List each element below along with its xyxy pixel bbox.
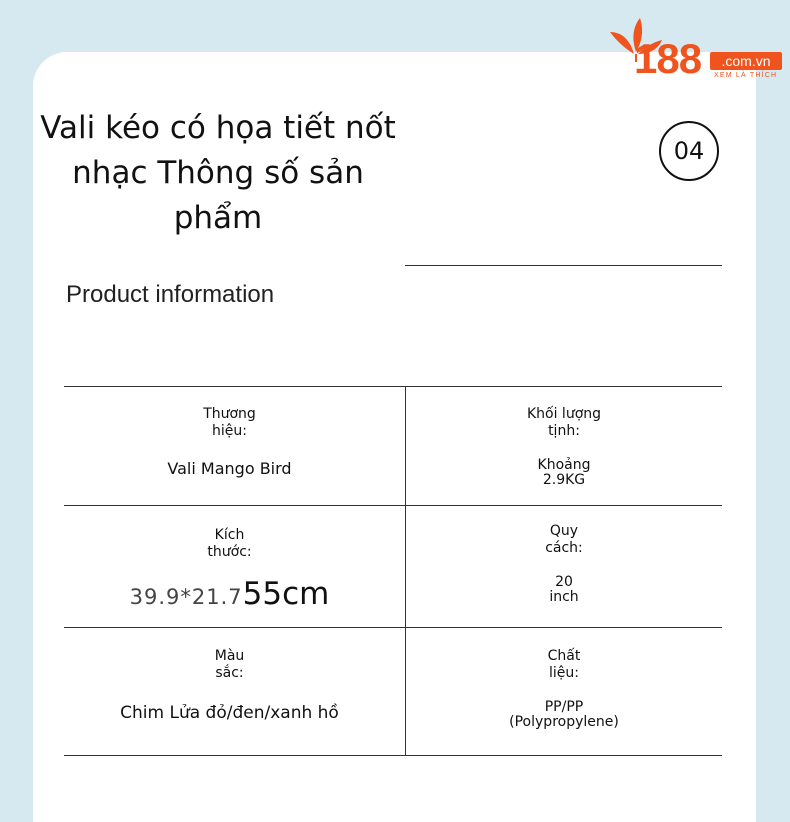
spec-table bbox=[64, 386, 722, 756]
title-divider bbox=[405, 265, 722, 266]
spec-label-brand: Thương hiệu: bbox=[203, 406, 256, 439]
page-title: Vali kéo có họa tiết nốt nhạc Thông số sản phẩm bbox=[40, 110, 396, 236]
spec-cell-brand bbox=[64, 406, 395, 478]
spec-cell-weight bbox=[406, 406, 722, 488]
spec-value-brand: Vali Mango Bird bbox=[167, 459, 292, 478]
spec-label-spec: Quy cách: bbox=[545, 523, 583, 556]
spec-value-spec: 20 inch bbox=[549, 574, 579, 605]
spec-value-size-main: 55cm bbox=[242, 576, 330, 612]
spec-label-color: Màu sắc: bbox=[214, 648, 245, 681]
logo-number: 188 bbox=[634, 35, 702, 82]
logo-domain: .com.vn bbox=[710, 52, 782, 70]
spec-value-weight: Khoảng 2.9KG bbox=[537, 457, 591, 488]
table-rule-row-1 bbox=[64, 505, 722, 506]
spec-cell-material bbox=[406, 648, 722, 730]
spec-cell-spec bbox=[406, 523, 722, 605]
step-number-badge: 04 bbox=[659, 121, 719, 181]
spec-label-weight: Khối lượng tịnh: bbox=[526, 406, 602, 439]
section-subtitle: Product information bbox=[66, 281, 275, 308]
table-rule-top bbox=[64, 386, 722, 387]
table-rule-bottom bbox=[64, 755, 722, 756]
logo-tagline: XEM LÀ THÍCH bbox=[714, 72, 778, 79]
spec-cell-size bbox=[64, 527, 395, 612]
table-rule-row-2 bbox=[64, 627, 722, 628]
spec-value-color: Chim Lửa đỏ/đen/xanh hồ bbox=[120, 703, 339, 723]
spec-value-material: PP/PP (Polypropylene) bbox=[509, 699, 619, 730]
spec-value-size bbox=[129, 576, 330, 612]
spec-label-material: Chất liệu: bbox=[547, 648, 581, 681]
site-logo[interactable] bbox=[606, 14, 786, 84]
spec-value-size-prefix: 39.9*21.7 bbox=[129, 585, 243, 609]
spec-cell-color bbox=[64, 648, 395, 722]
spec-label-size: Kích thước: bbox=[207, 527, 252, 560]
